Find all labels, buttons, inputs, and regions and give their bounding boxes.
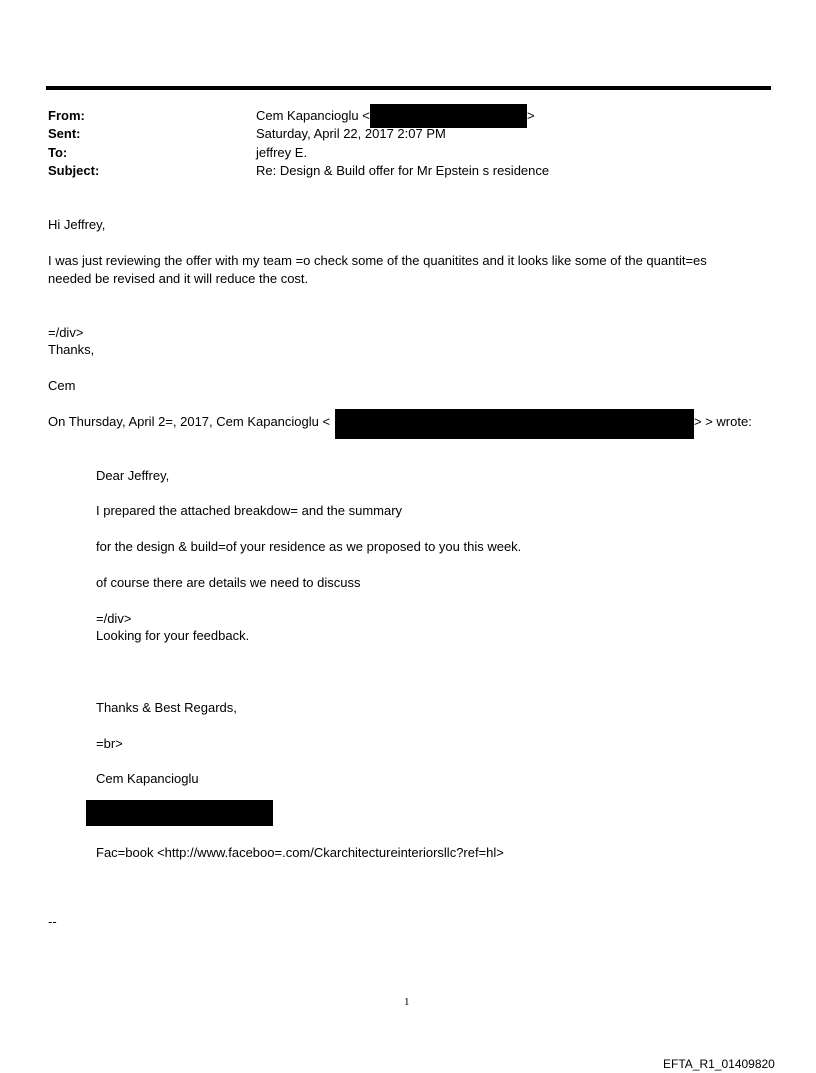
header-rule bbox=[46, 86, 771, 90]
redaction-quote-email bbox=[335, 409, 694, 439]
redaction-from-email bbox=[370, 104, 527, 128]
quoted-line-3: of course there are details we need to discuss bbox=[96, 575, 361, 590]
quote-intro-start: On Thursday, April 2=, 2017, Cem Kapancioglu < bbox=[48, 414, 331, 429]
sent-label: Sent: bbox=[48, 126, 81, 141]
sent-value: Saturday, April 22, 2017 2:07 PM bbox=[256, 126, 446, 141]
body-line-2: needed be revised and it will reduce the cost. bbox=[48, 271, 309, 286]
facebook-link[interactable]: Fac=book <http://www.faceboo=.com/Ckarchitectureinteriorsllc?ref=hl> bbox=[96, 845, 504, 860]
from-close-bracket: > bbox=[527, 108, 535, 123]
subject-value: Re: Design & Build offer for Mr Epstein s residence bbox=[256, 163, 550, 178]
quote-intro-end: > > wrote: bbox=[694, 414, 752, 429]
quoted-greeting: Dear Jeffrey, bbox=[96, 468, 170, 483]
from-value bbox=[256, 108, 370, 123]
quoted-line-2: for the design & build=of your residence as we proposed to you this week. bbox=[96, 539, 522, 554]
subject-label: Subject: bbox=[48, 163, 100, 178]
quoted-line-4: Looking for your feedback. bbox=[96, 628, 250, 643]
greeting: Hi Jeffrey, bbox=[48, 217, 106, 232]
from-label: From: bbox=[48, 108, 85, 123]
bates-number: EFTA_R1_01409820 bbox=[663, 1057, 775, 1071]
signoff: Cem bbox=[48, 378, 76, 393]
body-line-1: I was just reviewing the offer with my team =o check some of the quanitites and it looks like some of the quantit=es bbox=[48, 253, 707, 268]
div-tag: =/div> bbox=[48, 325, 84, 340]
quoted-div-tag: =/div> bbox=[96, 611, 132, 626]
separator: -- bbox=[48, 914, 57, 929]
to-label: To: bbox=[48, 145, 68, 160]
quoted-br-tag: =br> bbox=[96, 736, 123, 751]
from-name: Cem Kapancioglu < bbox=[256, 108, 370, 123]
thanks: Thanks, bbox=[48, 342, 95, 357]
quoted-closing: Thanks & Best Regards, bbox=[96, 700, 237, 715]
quoted-line-1: I prepared the attached breakdow= and the summary bbox=[96, 503, 403, 518]
redaction-signature bbox=[86, 800, 273, 826]
quoted-name: Cem Kapancioglu bbox=[96, 771, 199, 786]
page-number: 1 bbox=[404, 996, 410, 1008]
to-value: jeffrey E. bbox=[256, 145, 308, 160]
